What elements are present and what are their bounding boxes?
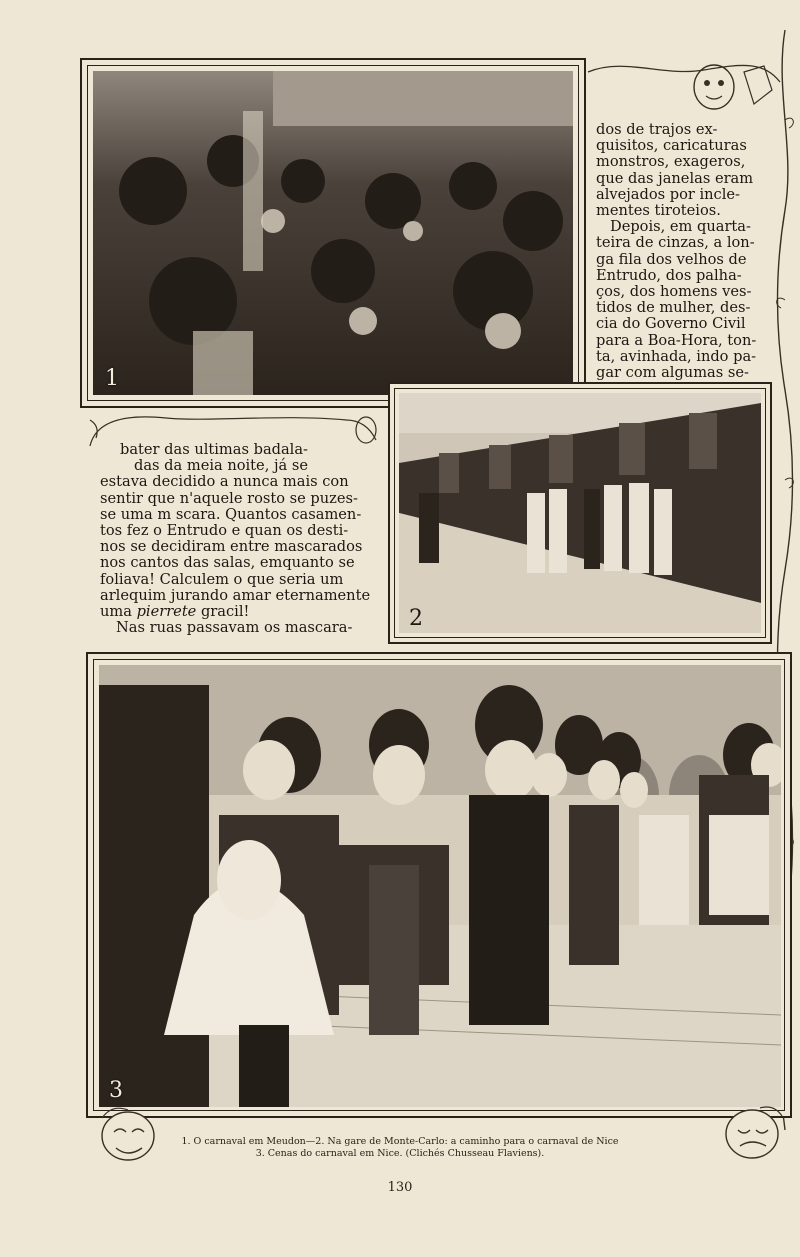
photo-1-frame: [80, 58, 586, 408]
photo-3-nice-carnival-scene: [99, 665, 781, 1107]
text-fragment: gracil!: [196, 603, 250, 621]
text-line: que das janelas eram: [596, 169, 754, 187]
italic-word: pierrete: [136, 603, 197, 621]
text-line: ga fila dos velhos de: [596, 250, 747, 268]
text-line: foliava! Calculem o que seria um: [100, 570, 344, 588]
text-line: monstros, exageros,: [596, 153, 746, 171]
text-fragment: uma: [100, 603, 137, 621]
text-line: das da meia noite, já se: [134, 457, 308, 475]
text-line: estava decidido a nunca mais con: [100, 473, 349, 491]
text-line: bater das ultimas badala-: [120, 441, 308, 458]
text-line: tidos de mulher, des-: [596, 299, 751, 317]
text-line: teira de cinzas, a lon-: [596, 234, 755, 252]
text-line: gar com algumas se-: [596, 364, 749, 382]
photo-3-number: 3: [109, 1078, 123, 1103]
photo-2-number: 2: [409, 606, 423, 631]
photo-3-frame: [86, 652, 792, 1118]
text-line: nos se decidiram entre mascarados: [100, 538, 363, 556]
mask-ornament-top-right: [584, 52, 784, 122]
photo-2-monte-carlo-station: [399, 393, 761, 633]
text-line: tos fez o Entrudo e quan os desti-: [100, 522, 349, 540]
text-line: ços, dos homens ves-: [596, 283, 752, 301]
page-number: 130: [387, 1180, 413, 1195]
left-text-column: [100, 442, 372, 636]
text-line: dos de trajos ex-: [596, 121, 718, 138]
text-line: Depois, em quarta-: [610, 218, 751, 236]
right-text-column: [596, 122, 776, 381]
text-line: Entrudo, dos palha-: [596, 266, 742, 284]
caption-line-2: 3. Cenas do carnaval em Nice. (Clichés Chusseau Flaviens).: [255, 1148, 545, 1159]
text-line: para a Boa-Hora, ton-: [596, 331, 757, 349]
figure-caption: [0, 1136, 800, 1160]
text-line: quisitos, caricaturas: [596, 137, 747, 155]
text-line: Nas ruas passavam os mascara-: [116, 619, 353, 637]
text-line: se uma m scara. Quantos casamen-: [100, 505, 362, 523]
photo-1-number: 1: [105, 366, 119, 391]
text-line: arlequim jurando amar eternamente: [100, 586, 371, 604]
photo-2-frame: [388, 382, 772, 644]
text-line: sentir que n'aquele rosto se puzes-: [100, 489, 358, 507]
text-line: nos cantos das salas, emquanto se: [100, 554, 355, 572]
text-line: alvejados por incle-: [596, 185, 740, 203]
caption-line-1: 1. O carnaval em Meudon—2. Na gare de Monte-Carlo: a caminho para o carnaval de Nice: [181, 1136, 619, 1147]
text-line: mentes tiroteios.: [596, 202, 721, 220]
text-line: ta, avinhada, indo pa-: [596, 347, 757, 365]
text-line-italic: [100, 604, 372, 620]
photo-1-carnival-crowd-meudon: [93, 71, 573, 395]
text-line: cia do Governo Civil: [596, 315, 746, 333]
